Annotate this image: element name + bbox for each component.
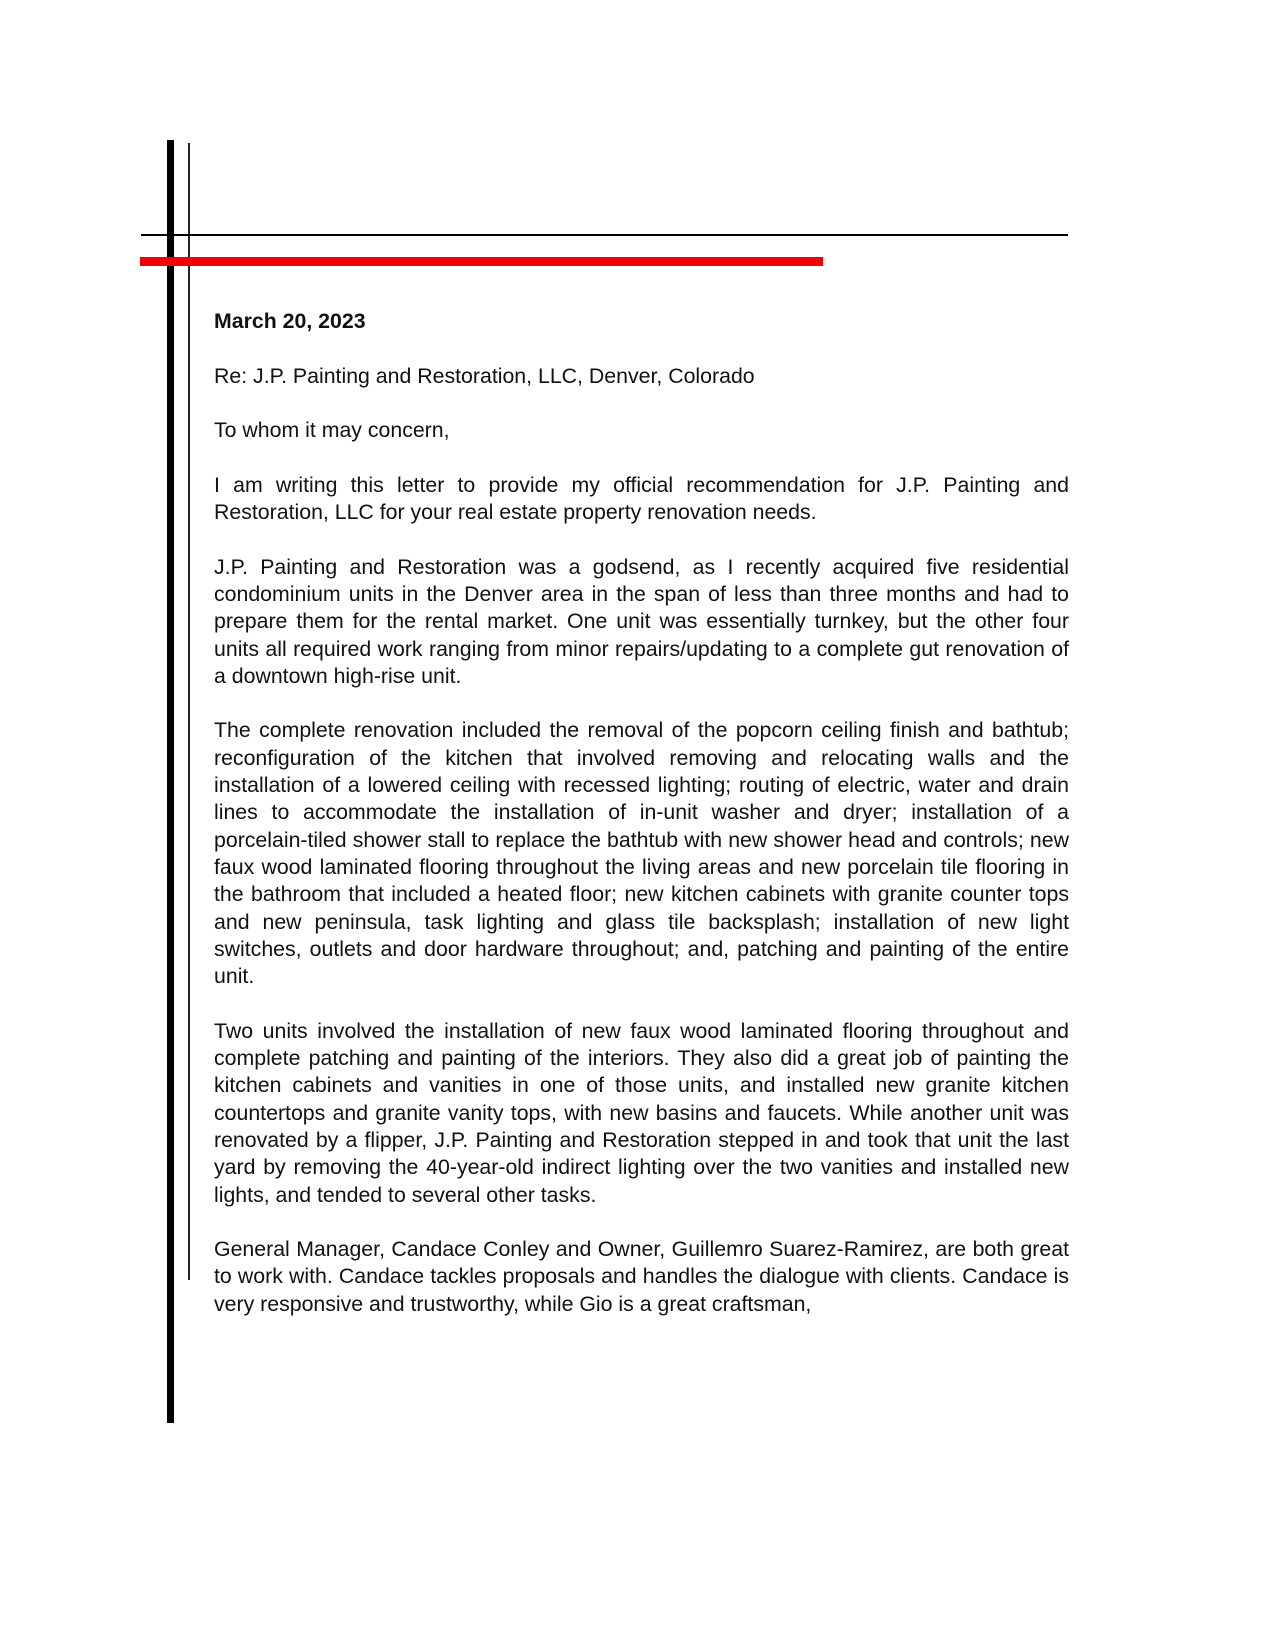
decorative-horizontal-rule (141, 234, 1068, 236)
paragraph-background: J.P. Painting and Restoration was a godsend, as I recently acquired five residential condominium units in the Denver area in the span of less than three months and had to prepare them for the rental market. One unit was essentially turnkey, but the other four units all required work ranging from minor repairs/updating to a complete gut renovation of a downtown high-rise unit. (214, 554, 1069, 688)
decorative-thin-vertical-rule (188, 143, 190, 1280)
paragraph-complete-renovation: The complete renovation included the removal of the popcorn ceiling finish and bathtub; reconfiguration of the kitchen that involved removing and relocating walls and the installation of a lowered ceiling with recessed lighting; routing of electric, water and drain lines to accommodate the installation of in-unit washer and dryer; installation of a porcelain-tiled shower stall to replace the bathtub with new shower head and controls; new faux wood laminated flooring throughout the living areas and new porcelain tile flooring in the bathroom that included a heated floor; new kitchen cabinets with granite counter tops and new peninsula, task lighting and glass tile backsplash; installation of new light switches, outlets and door hardware throughout; and, patching and painting of the entire unit. (214, 718, 1069, 989)
re-line: Re: J.P. Painting and Restoration, LLC, Denver, Colorado (214, 363, 755, 388)
letter-date: March 20, 2023 (214, 309, 366, 333)
paragraph-intro: I am writing this letter to provide my official recommendation for J.P. Painting and Restoration, LLC for your real estate property renovation needs. (214, 472, 1069, 525)
decorative-red-accent-bar (140, 257, 823, 266)
paragraph-other-units: Two units involved the installation of new faux wood laminated flooring throughout and complete patching and painting of the interiors. They also did a great job of painting the kitchen cabinets and vanities in one of those units, and installed new granite kitchen countertops and granite vanity tops, with new basins and faucets. While another unit was renovated by a flipper, J.P. Painting and Restoration stepped in and took that unit the last yard by removing the 40-year-old indirect lighting over the two vanities and installed new lights, and tended to several other tasks. (214, 1018, 1069, 1207)
salutation: To whom it may concern, (214, 418, 450, 443)
decorative-thick-vertical-rule (167, 140, 174, 1423)
paragraph-staff: General Manager, Candace Conley and Owner, Guillemro Suarez-Ramirez, are both great to work with. Candace tackles proposals and handles the dialogue with clients. Candace is very responsive and trustworthy, while Gio is a great craftsman, (214, 1237, 1069, 1316)
letter-body (214, 308, 1069, 1345)
